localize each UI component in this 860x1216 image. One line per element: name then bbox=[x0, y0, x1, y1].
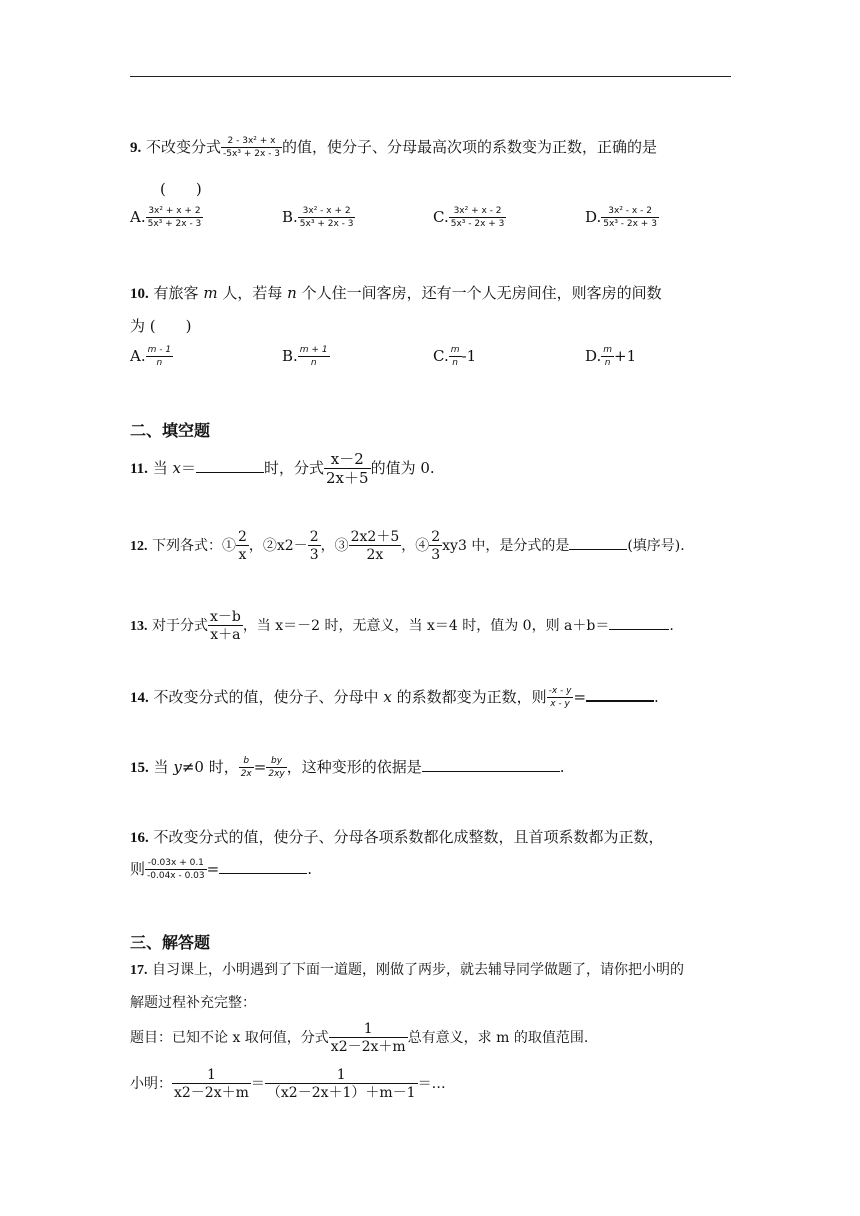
denominator: （x2－2x＋1）＋m－1 bbox=[266, 1085, 416, 1101]
q9-option-b[interactable] bbox=[282, 207, 355, 229]
q13-text: 对于分式 bbox=[151, 618, 208, 634]
question-17 bbox=[130, 959, 684, 979]
q15-text: 当 bbox=[153, 758, 169, 776]
numerator: m bbox=[450, 345, 460, 355]
q11-text: 当 bbox=[152, 459, 168, 477]
q15-fraction-1 bbox=[239, 757, 254, 779]
option-tail: -1 bbox=[461, 347, 477, 365]
q14-text: 不改变分式的值，使分子、分母中 bbox=[153, 688, 379, 706]
q17-text: 题目：已知不论 x 取何值，分式 bbox=[130, 1030, 329, 1046]
question-number: 11. bbox=[130, 461, 148, 477]
question-number: 10. bbox=[130, 286, 149, 302]
denominator: n bbox=[449, 356, 462, 368]
q17-work-fraction-2 bbox=[265, 1068, 418, 1100]
q14-fraction bbox=[547, 687, 574, 709]
fraction-3 bbox=[349, 530, 402, 562]
fraction-2 bbox=[308, 530, 321, 562]
denominator: 2x bbox=[349, 545, 402, 562]
option-label: C. bbox=[433, 208, 449, 226]
numerator: 3x² - x - 2 bbox=[608, 206, 652, 216]
question-16 bbox=[130, 826, 664, 847]
numerator: -x - y bbox=[548, 686, 572, 696]
numerator: 3x² - x + 2 bbox=[302, 206, 351, 216]
q14-text: 的系数都变为正数，则 bbox=[396, 688, 547, 706]
section-heading-solutions: 三、解答题 bbox=[130, 933, 211, 952]
question-14 bbox=[130, 686, 659, 709]
q9-fraction bbox=[221, 137, 282, 159]
q10-option-b[interactable] bbox=[282, 346, 330, 368]
q16-text: . bbox=[307, 860, 312, 878]
denominator: x2－2x＋m bbox=[330, 1039, 406, 1055]
var-x: x bbox=[172, 459, 181, 477]
q11-text: ＝ bbox=[180, 459, 196, 477]
numerator: x－2 bbox=[330, 450, 364, 468]
q16-text: 不改变分式的值，使分子、分母各项系数都化成整数，且首项系数都为正数， bbox=[153, 828, 664, 846]
numerator: b bbox=[243, 756, 250, 766]
q10-option-d[interactable] bbox=[585, 346, 636, 368]
numerator: 3x² + x - 2 bbox=[453, 206, 502, 216]
question-16-line2 bbox=[130, 858, 312, 881]
question-number: 16. bbox=[130, 830, 149, 846]
option-fraction bbox=[601, 207, 659, 229]
numerator: m - 1 bbox=[147, 345, 172, 355]
q11-text: 的值为 0. bbox=[370, 459, 435, 477]
question-number: 9. bbox=[130, 140, 142, 156]
q14-text: = bbox=[573, 688, 587, 706]
answer-blank[interactable] bbox=[586, 700, 654, 702]
q15-text: ≠0 时， bbox=[181, 758, 239, 776]
option-fraction bbox=[449, 346, 462, 368]
var-y: y bbox=[173, 758, 182, 776]
denominator: 2xy bbox=[268, 769, 285, 779]
q13-fraction bbox=[208, 610, 243, 642]
denominator: -0.04x - 0.03 bbox=[147, 871, 205, 881]
denominator: 5x³ - 2x + 3 bbox=[450, 219, 505, 229]
option-fraction bbox=[146, 207, 204, 229]
option-label: A. bbox=[130, 208, 146, 226]
var-m: m bbox=[203, 284, 218, 302]
q9-option-a[interactable] bbox=[130, 207, 203, 229]
q12-text: ，④ bbox=[401, 538, 430, 554]
q17-xiaoming-work bbox=[130, 1068, 446, 1100]
denominator: 5x³ + 2x - 3 bbox=[299, 219, 354, 229]
numerator: 1 bbox=[206, 1067, 216, 1083]
q12-text: (填序号). bbox=[627, 538, 685, 554]
q11-text: 时，分式 bbox=[264, 459, 325, 477]
header-rule bbox=[130, 76, 731, 77]
denominator: 5x³ - 2x + 3 bbox=[603, 219, 657, 229]
q15-text: ，这种变形的依据是 bbox=[286, 758, 422, 776]
denominator: n bbox=[601, 356, 614, 368]
q10-text: 人，若每 bbox=[222, 284, 283, 302]
numerator: 2x2＋5 bbox=[350, 529, 400, 545]
question-number: 15. bbox=[130, 760, 149, 776]
numerator: 3x² + x + 2 bbox=[148, 206, 201, 216]
q10-option-c[interactable] bbox=[433, 346, 476, 368]
q17-fraction bbox=[329, 1022, 408, 1054]
q9-option-c[interactable] bbox=[433, 207, 506, 229]
q14-text: . bbox=[654, 688, 659, 706]
numerator: 1 bbox=[363, 1021, 373, 1037]
q17-text: 小明： bbox=[130, 1076, 172, 1092]
option-fraction bbox=[298, 346, 330, 368]
section-heading-fill-in: 二、填空题 bbox=[130, 421, 211, 440]
denominator: x bbox=[236, 545, 249, 562]
question-number: 12. bbox=[130, 539, 148, 554]
q15-fraction-2 bbox=[266, 757, 286, 779]
numerator: 1 bbox=[336, 1067, 346, 1083]
q9-option-d[interactable] bbox=[585, 207, 659, 229]
q12-text: ，③ bbox=[320, 538, 349, 554]
denominator: x2－2x＋m bbox=[174, 1085, 249, 1101]
question-13 bbox=[130, 610, 674, 642]
q12-text: 下列各式：① bbox=[151, 538, 236, 554]
q11-fraction bbox=[324, 452, 371, 486]
q16-text: = bbox=[206, 860, 220, 878]
q12-text: ，②x2－ bbox=[248, 538, 308, 554]
q17-problem bbox=[130, 1022, 588, 1054]
q9-text-post: 的值，使分子、分母最高次项的系数变为正数，正确的是 bbox=[281, 138, 657, 156]
denominator: -5x³ + 2x - 3 bbox=[223, 149, 280, 159]
option-tail: +1 bbox=[614, 347, 637, 365]
question-9 bbox=[130, 136, 657, 159]
q10-option-a[interactable] bbox=[130, 346, 173, 368]
option-fraction bbox=[449, 207, 507, 229]
q15-text: . bbox=[559, 758, 565, 776]
answer-blank[interactable] bbox=[219, 873, 307, 874]
option-fraction bbox=[146, 346, 173, 368]
option-label: A. bbox=[130, 347, 146, 365]
q17-text: ＝… bbox=[417, 1076, 446, 1092]
q13-text: ，当 x＝－2 时，无意义，当 x＝4 时，值为 0，则 a＋b＝ bbox=[242, 618, 610, 634]
option-label: B. bbox=[282, 208, 298, 226]
question-number: 14. bbox=[130, 690, 149, 706]
numerator: m + 1 bbox=[299, 345, 328, 355]
fraction-1 bbox=[236, 530, 249, 562]
question-number: 13. bbox=[130, 619, 148, 634]
numerator: -0.03x + 0.1 bbox=[147, 858, 204, 868]
numerator: 2 bbox=[431, 529, 441, 545]
question-15 bbox=[130, 756, 565, 779]
q10-text: 个人住一间客房，还有一个人无房间住，则客房的间数 bbox=[301, 284, 662, 302]
denominator: 3 bbox=[309, 547, 319, 563]
question-12 bbox=[130, 530, 685, 562]
denominator: n bbox=[146, 356, 173, 368]
numerator: 2 bbox=[237, 529, 247, 545]
fraction-4 bbox=[429, 530, 442, 562]
numerator: 2 - 3x² + x bbox=[227, 136, 276, 146]
question-number: 17. bbox=[130, 963, 148, 978]
var-n: n bbox=[287, 284, 297, 302]
option-label: D. bbox=[585, 347, 602, 365]
option-label: B. bbox=[282, 347, 298, 365]
denominator: 2x bbox=[240, 769, 252, 779]
question-10 bbox=[130, 282, 662, 303]
q16-fraction bbox=[145, 859, 207, 881]
equals-sign: = bbox=[253, 758, 267, 776]
q12-text: xy3 中，是分式的是 bbox=[442, 538, 570, 554]
q9-paren: ( ) bbox=[160, 180, 202, 198]
answer-blank[interactable] bbox=[196, 472, 264, 473]
answer-blank[interactable] bbox=[609, 629, 669, 630]
numerator: x－b bbox=[209, 609, 241, 625]
numerator: by bbox=[271, 756, 283, 766]
numerator: 2 bbox=[309, 529, 319, 545]
option-label: C. bbox=[433, 347, 449, 365]
q17-text: 总有意义，求 m 的取值范围. bbox=[407, 1030, 589, 1046]
question-11 bbox=[130, 452, 435, 486]
numerator: m bbox=[603, 345, 613, 355]
q17-line2: 解题过程补充完整： bbox=[130, 995, 256, 1011]
q16-text: 则 bbox=[130, 860, 146, 878]
answer-blank[interactable] bbox=[422, 771, 560, 772]
q10-text: 有旅客 bbox=[153, 284, 199, 302]
q13-text: . bbox=[669, 618, 674, 634]
q17-work-fraction-1 bbox=[172, 1068, 251, 1100]
option-fraction bbox=[298, 207, 356, 229]
answer-blank[interactable] bbox=[569, 549, 627, 550]
var-x: x bbox=[383, 688, 392, 706]
option-label: D. bbox=[585, 208, 602, 226]
q9-text-pre: 不改变分式 bbox=[146, 138, 222, 156]
denominator: 5x³ + 2x - 3 bbox=[147, 219, 202, 229]
q10-line2: 为 ( ) bbox=[130, 317, 192, 335]
denominator: x - y bbox=[547, 697, 574, 709]
denominator: 2x＋5 bbox=[326, 469, 369, 487]
q17-text: 自习课上，小明遇到了下面一道题，刚做了两步，就去辅导同学做题了，请你把小明的 bbox=[151, 962, 684, 978]
denominator: 3 bbox=[431, 547, 441, 563]
option-fraction bbox=[601, 346, 614, 368]
denominator: x＋a bbox=[208, 625, 243, 642]
equals-sign: ＝ bbox=[250, 1076, 265, 1092]
denominator: n bbox=[298, 356, 330, 368]
